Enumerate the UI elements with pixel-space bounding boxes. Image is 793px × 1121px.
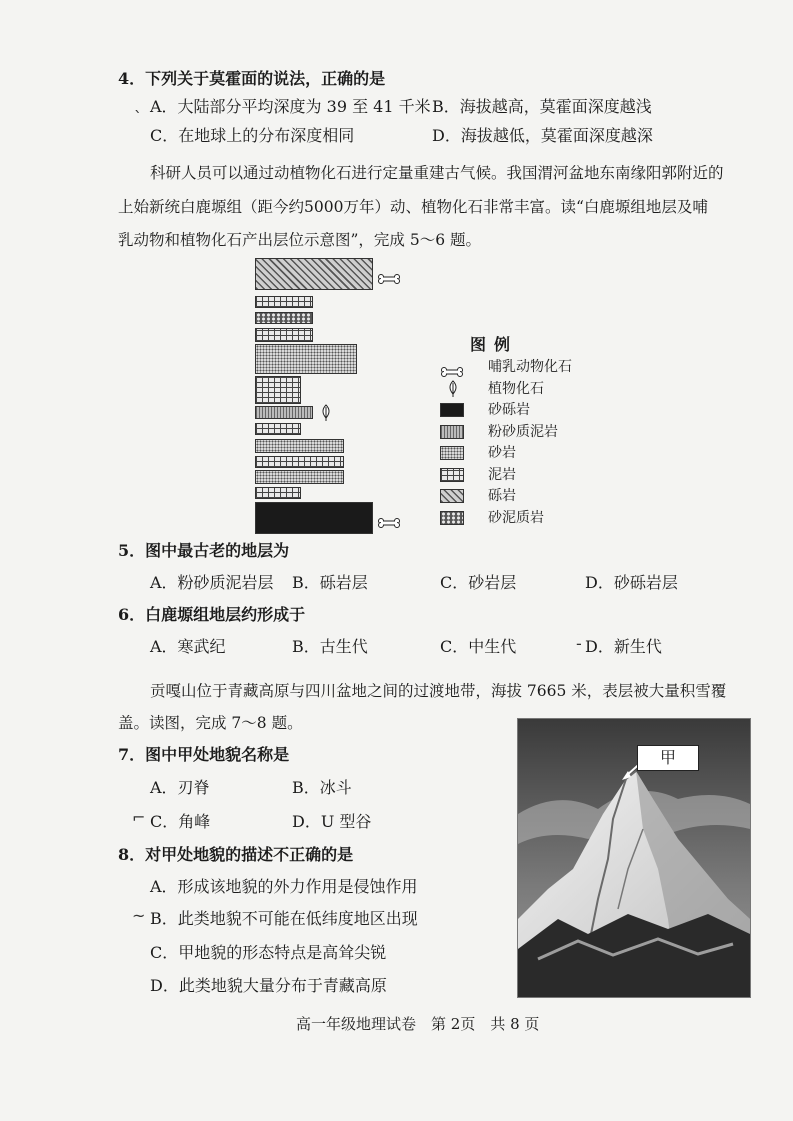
q7-option-a: A．刃脊: [150, 778, 210, 797]
intro1-line3: 乳动物和植物化石产出层位示意图”，完成 5～6 题。: [118, 231, 482, 249]
legend-item-silty: [440, 422, 610, 442]
intro2-line1: 贡嘎山位于青藏高原与四川盆地之间的过渡地带，海拔 7665 米，表层被大量积雪覆: [150, 682, 727, 700]
legend-item-conglomerate: [440, 486, 610, 506]
strata-layer-sandstone: [255, 470, 344, 484]
strata-layer-mudstone: [255, 487, 301, 499]
plant-fossil-icon: [319, 404, 333, 426]
mammal-fossil-icon: [377, 269, 401, 288]
strata-layer-mudstone: [255, 296, 313, 308]
strata-layer-conglomerate: [255, 258, 373, 290]
q4-stem: 4．下列关于莫霍面的说法，正确的是: [118, 69, 386, 88]
strata-layer-mudstone: [255, 423, 301, 435]
q4-option-d: D．海拔越低，莫霍面深度越深: [432, 126, 653, 145]
q5-option-a: A．粉砂质泥岩层: [150, 573, 274, 592]
strata-layer-mudstone: [255, 456, 344, 468]
mountain-photo: [517, 718, 751, 998]
mammal-fossil-icon: [377, 513, 401, 532]
q7-option-b: B．冰斗: [292, 778, 352, 797]
q8-option-a: A．形成该地貌的外力作用是侵蚀作用: [150, 877, 418, 896]
intro2-line2: 盖。读图，完成 7～8 题。: [118, 714, 303, 732]
q6-option-b: B．古生代: [292, 637, 368, 656]
legend-label: 砂岩: [488, 445, 516, 461]
legend-label: 砾岩: [488, 488, 516, 504]
strata-layer-sandstone: [255, 439, 344, 453]
q8-stem: 8．对甲处地貌的描述不正确的是: [118, 845, 354, 864]
legend-item-gravel: [440, 400, 610, 420]
strata-layer-gravel: [255, 502, 373, 534]
q5-option-c: C．砂岩层: [440, 573, 517, 592]
photo-label-jia: 甲: [637, 745, 699, 771]
q8-option-d: D．此类地貌大量分布于青藏高原: [150, 976, 387, 995]
q4-option-c: C．在地球上的分布深度相同: [150, 126, 355, 145]
q7-option-c: C．角峰: [150, 812, 211, 831]
legend-item-mudstone: [440, 465, 610, 485]
q4-option-b: B．海拔越高，莫霍面深度越浅: [432, 97, 652, 116]
legend-swatch-sandymud: [440, 511, 464, 525]
pencil-check-mark: ˎ: [134, 94, 142, 113]
legend-swatch-silty: [440, 425, 464, 439]
q6-option-c: C．中生代: [440, 637, 517, 656]
legend-swatch-sandstone: [440, 446, 464, 460]
legend-label: 泥岩: [488, 466, 516, 483]
legend-item-plant: [440, 379, 610, 399]
mountain-peak-image: [518, 719, 750, 997]
page-footer: 高一年级地理试卷 第 2页 共 8 页: [296, 1015, 540, 1033]
pencil-check-mark: ⌐: [132, 808, 146, 827]
q5-stem: 5．图中最古老的地层为: [118, 541, 290, 560]
q8-option-c: C．甲地貌的形态特点是高耸尖锐: [150, 943, 387, 962]
q6-option-a: A．寒武纪: [150, 637, 226, 656]
intro1-line2: 上始新统白鹿塬组（距今约5000万年）动、植物化石非常丰富。读“白鹿塬组地层及哺: [118, 198, 708, 216]
legend-swatch-conglomerate: [440, 489, 464, 503]
legend-item-sandstone: [440, 443, 610, 463]
q4-option-a: A．大陆部分平均深度为 39 至 41 千米: [150, 97, 431, 116]
q5-option-b: B．砾岩层: [292, 573, 368, 592]
pencil-check-mark: ~: [132, 906, 146, 925]
legend-swatch-gravel: [440, 403, 464, 417]
strata-column-diagram: [255, 258, 415, 534]
legend-swatch-mudstone: [440, 468, 464, 482]
legend-label: 砂泥质岩: [488, 509, 544, 526]
q7-stem: 7．图中甲处地貌名称是: [118, 745, 290, 764]
legend-label: 植物化石: [488, 380, 544, 397]
strata-layer-mudstone: [255, 328, 313, 342]
intro1-line1: 科研人员可以通过动植物化石进行定量重建古气候。我国渭河盆地东南缘阳郭附近的: [150, 164, 724, 182]
q7-option-d: D．U 型谷: [292, 812, 372, 831]
strata-layer-sandymud: [255, 312, 313, 324]
legend-label: 砂砾岩: [488, 402, 530, 418]
q6-stem: 6．白鹿塬组地层约形成于: [118, 605, 306, 624]
legend-label: 粉砂质泥岩: [488, 423, 558, 440]
legend-item-mammal: [440, 357, 610, 377]
q6-option-d: D．新生代: [585, 637, 662, 656]
legend-title: 图例: [470, 335, 519, 354]
legend-item-sandymud: [440, 508, 610, 528]
strata-layer-silty: [255, 406, 313, 419]
strata-layer-mudstone: [255, 376, 301, 404]
plant-fossil-icon: [446, 380, 472, 400]
q5-option-d: D．砂砾岩层: [585, 573, 678, 592]
pencil-check-mark: -: [576, 634, 582, 653]
legend-label: 哺乳动物化石: [488, 359, 572, 375]
q8-option-b: B．此类地貌不可能在低纬度地区出现: [150, 909, 418, 928]
strata-layer-sandstone: [255, 344, 357, 374]
